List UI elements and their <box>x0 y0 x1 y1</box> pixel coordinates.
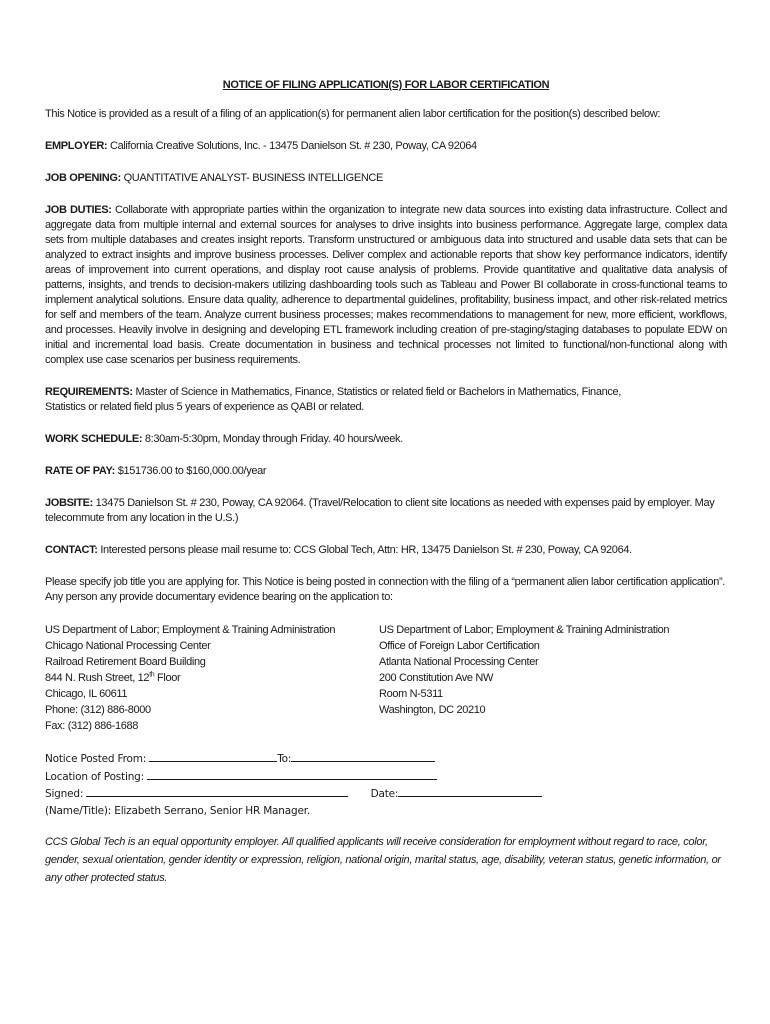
date-label: Date: <box>370 788 399 800</box>
phone-line: Phone: (312) 886-8000 <box>45 704 151 716</box>
requirements-line2: Statistics or related field plus 5 years of experience as QABI or related. <box>45 401 364 413</box>
contact-label: CONTACT: <box>45 544 98 556</box>
posted-dates-row <box>45 750 727 768</box>
posted-from-label: Notice Posted From: <box>45 753 147 765</box>
contact-value: Interested persons please mail resume to: CCS Global Tech, Attn: HR, 13475 Danielson St. # 230, Poway, CA 92064. <box>100 544 632 556</box>
employer-section <box>45 139 727 154</box>
address-chicago <box>45 622 379 734</box>
address-line: Chicago, IL 60611 <box>45 688 128 700</box>
job-duties-value: Collaborate with appropriate parties within the organization to integrate new data sources into existing data infrastructure. Collect and aggregate data from multiple internal and external sources for analyses to drive insights into business performance. Aggregate large, complex data sets from multiple databases and creates insight reports. Transform unstructured or ambiguous data into structured and usable data sets that can be analyzed to extract insights and improve business processes. Deliver complex and actionable reports that show key performance indicators, identify areas of improvement into current operations, and display root cause analysis of problems. Provide quantitative and qualitative data analysis of patterns, insights, and trends to decision-makers utilizing dashboarding tools such as Tableau and Power BI collaborate in cross-functional teams to implement analytical solutions. Ensure data quality, adherence to departmental guidelines, profitability, business impact, and other risk-related metrics for self and members of the team. Analyze current business processes; makes recommendations to management for new, more efficient, workflows, and processes. Heavily involve in designing and developing ETL framework including creation of pre-staging/staging databases to populate EDW on initial and incremental load basis. Create documentation in business and technical processes not limited to functional/non-functional along with complex use case scenarios per business requirements. <box>45 204 727 366</box>
jobsite-label: JOBSITE: <box>45 497 93 509</box>
requirements-section <box>45 385 727 415</box>
address-line: US Department of Labor; Employment & Training Administration <box>45 624 336 636</box>
posting-form <box>45 750 727 819</box>
location-field[interactable] <box>147 768 437 780</box>
jobsite-section <box>45 496 727 526</box>
work-schedule-value: 8:30am-5:30pm, Monday through Friday. 40 hours/week. <box>144 433 403 445</box>
rate-of-pay-label: RATE OF PAY: <box>45 465 115 477</box>
address-line: Room N-5311 <box>379 688 443 700</box>
specify-text: Please specify job title you are applying for. This Notice is being posted in connection with the filing of a “permanent alien labor certification application”. Any person any provide documentary evidence bearing on the application to: <box>45 576 725 603</box>
signature-field[interactable] <box>86 785 348 797</box>
job-opening-value: QUANTITATIVE ANALYST- BUSINESS INTELLIGENCE <box>123 172 383 184</box>
address-line: US Department of Labor; Employment & Training Administration <box>379 624 670 636</box>
employer-label: EMPLOYER: <box>45 140 108 152</box>
work-schedule-section <box>45 432 727 447</box>
job-opening-label: JOB OPENING: <box>45 172 121 184</box>
job-duties-section <box>45 203 727 368</box>
rate-of-pay-section <box>45 464 727 479</box>
work-schedule-label: WORK SCHEDULE: <box>45 433 143 445</box>
posted-to-label: To: <box>277 753 292 765</box>
intro-text: This Notice is provided as a result of a filing of an application(s) for permanent alien labor certification for the position(s) described below: <box>45 108 661 120</box>
posted-from-field[interactable] <box>149 750 277 762</box>
street-text: 844 N. Rush Street, 12 <box>45 672 150 684</box>
requirements-line1: Master of Science in Mathematics, Finance, Statistics or related field or Bachelors in Mathematics, Finance, <box>135 386 621 398</box>
location-label: Location of Posting: <box>45 770 144 783</box>
requirements-label: REQUIREMENTS: <box>45 386 133 398</box>
signed-label: Signed: <box>45 788 84 800</box>
rate-of-pay-value: $151736.00 to $160,000.00/year <box>117 465 267 477</box>
jobsite-value: 13475 Danielson St. # 230, Poway, CA 92064. (Travel/Relocation to client site locations as needed with expenses paid by employer. May telecommute from any location in the U.S.) <box>45 497 715 524</box>
address-line: 200 Constitution Ave NW <box>379 672 494 684</box>
address-line: Washington, DC 20210 <box>379 704 486 716</box>
employer-value: California Creative Solutions, Inc. - 13475 Danielson St. # 230, Poway, CA 92064 <box>109 140 477 152</box>
address-washington <box>379 622 713 734</box>
address-block <box>45 622 727 734</box>
floor-text: Floor <box>154 672 181 684</box>
notice-document <box>45 78 727 898</box>
location-row <box>45 768 727 786</box>
ordinal-suffix: th <box>149 671 155 679</box>
fax-line: Fax: (312) 886-1688 <box>45 720 139 732</box>
address-line: Railroad Retirement Board Building <box>45 656 206 668</box>
job-opening-section <box>45 171 727 186</box>
signed-row <box>45 785 727 803</box>
address-line: Office of Foreign Labor Certification <box>379 640 540 652</box>
date-field[interactable] <box>398 785 542 797</box>
job-duties-label: JOB DUTIES: <box>45 204 112 216</box>
address-line: Atlanta National Processing Center <box>379 656 539 668</box>
posted-to-field[interactable] <box>291 750 435 762</box>
address-line: Chicago National Processing Center <box>45 640 211 652</box>
contact-section <box>45 543 727 558</box>
notice-title: NOTICE OF FILING APPLICATION(S) FOR LABOR CERTIFICATION <box>222 79 550 91</box>
address-line <box>45 670 379 686</box>
name-title-row: (Name/Title): Elizabeth Serrano, Senior HR Manager. <box>45 804 310 817</box>
eeo-statement: CCS Global Tech is an equal opportunity employer. All qualified applicants will receive consideration for employment without regard to race, color, gender, sexual orientation, gender identity or expression, religion, national origin, marital status, age, disability, veteran status, genetic information, or any other protected status. <box>45 836 721 884</box>
